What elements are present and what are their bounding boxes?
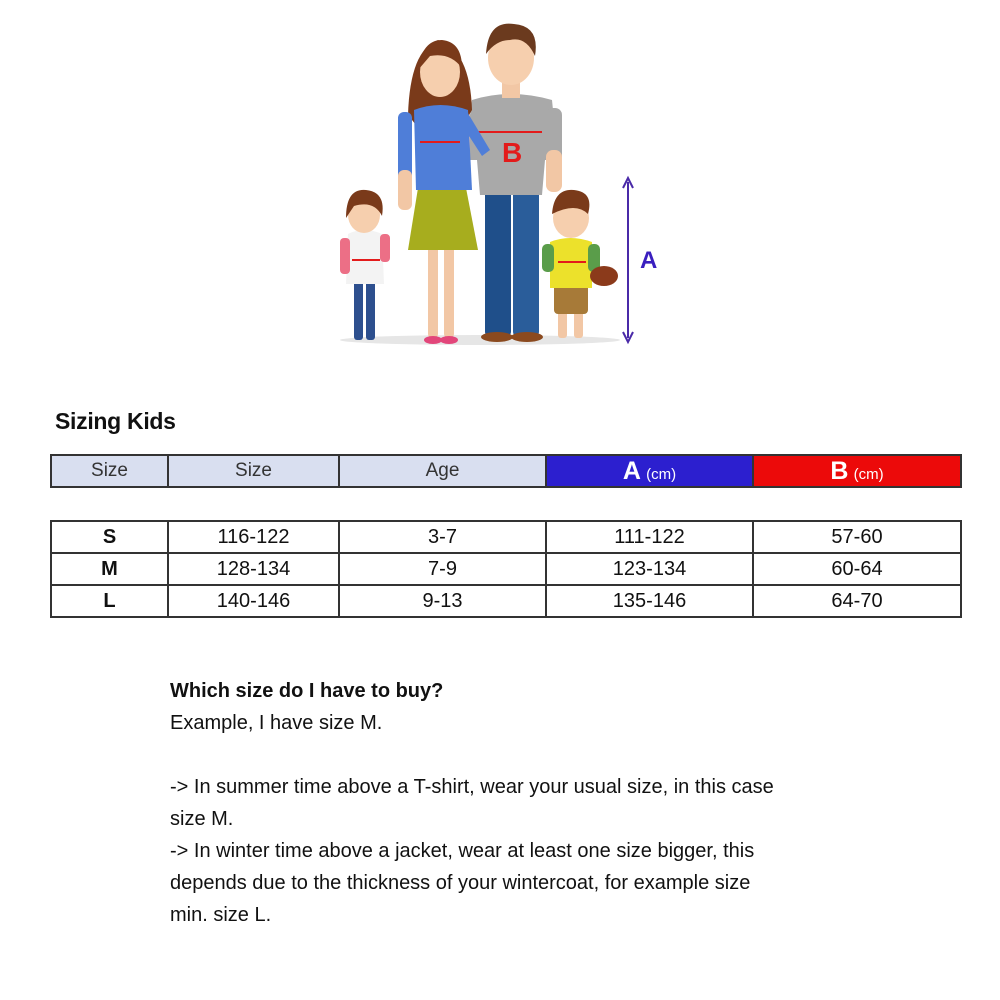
header-age-text: Age: [425, 460, 460, 481]
header-b-letter: B: [830, 456, 849, 485]
header-b: [753, 455, 961, 487]
age-cell: 7-9: [339, 553, 546, 585]
measure-b-cell: 57-60: [753, 521, 961, 553]
advice-winter-line-3: min. size L.: [170, 904, 272, 926]
measure-a-cell: 135-146: [546, 585, 753, 617]
advice-question: Which size do I have to buy?: [170, 680, 444, 702]
header-size-number-text: Size: [235, 460, 272, 481]
header-a-unit: (cm): [646, 465, 677, 483]
header-a-letter: A: [622, 456, 641, 485]
family-illustration: [330, 10, 670, 355]
size-letter-cell: M: [51, 553, 168, 585]
table-row: [51, 585, 961, 617]
advice-example: Example, I have size M.: [170, 712, 383, 734]
advice-spacer: [170, 739, 870, 771]
size-advice: [170, 675, 870, 931]
table-row: [51, 553, 961, 585]
measure-b-cell: 64-70: [753, 585, 961, 617]
measure-a-cell: 123-134: [546, 553, 753, 585]
advice-winter-line-1: -> In winter time above a jacket, wear at least one size bigger, this: [170, 840, 755, 862]
measure-b-cell: 60-64: [753, 553, 961, 585]
advice-winter-line-2: depends due to the thickness of your wintercoat, for example size: [170, 872, 751, 894]
measure-a-arrow: [623, 178, 657, 342]
table-row: [51, 521, 961, 553]
size-letter-cell: L: [51, 585, 168, 617]
section-title: Sizing Kids: [55, 408, 176, 434]
measure-a-cell: 111-122: [546, 521, 753, 553]
boy-figure: [542, 190, 618, 338]
size-number-cell: 116-122: [168, 521, 339, 553]
advice-summer-line-2: size M.: [170, 808, 234, 830]
family-figure-svg: [330, 10, 670, 355]
header-b-unit: (cm): [853, 465, 884, 483]
header-a: [546, 455, 753, 487]
size-number-cell: 128-134: [168, 553, 339, 585]
measure-b-label: B: [502, 137, 523, 168]
size-letter-cell: S: [51, 521, 168, 553]
header-size-number: [168, 455, 339, 487]
header-age: [339, 455, 546, 487]
measure-a-label: A: [640, 247, 658, 274]
age-cell: 9-13: [339, 585, 546, 617]
header-size-letter: [51, 455, 168, 487]
advice-summer-line-1: -> In summer time above a T-shirt, wear your usual size, in this case: [170, 776, 774, 798]
size-number-cell: 140-146: [168, 585, 339, 617]
header-row: [51, 455, 961, 487]
girl-figure: [340, 190, 390, 340]
header-size-letter-text: Size: [91, 460, 128, 481]
size-table-body: [50, 520, 962, 618]
size-table-header: [50, 454, 962, 488]
mother-figure: [398, 40, 490, 344]
age-cell: 3-7: [339, 521, 546, 553]
